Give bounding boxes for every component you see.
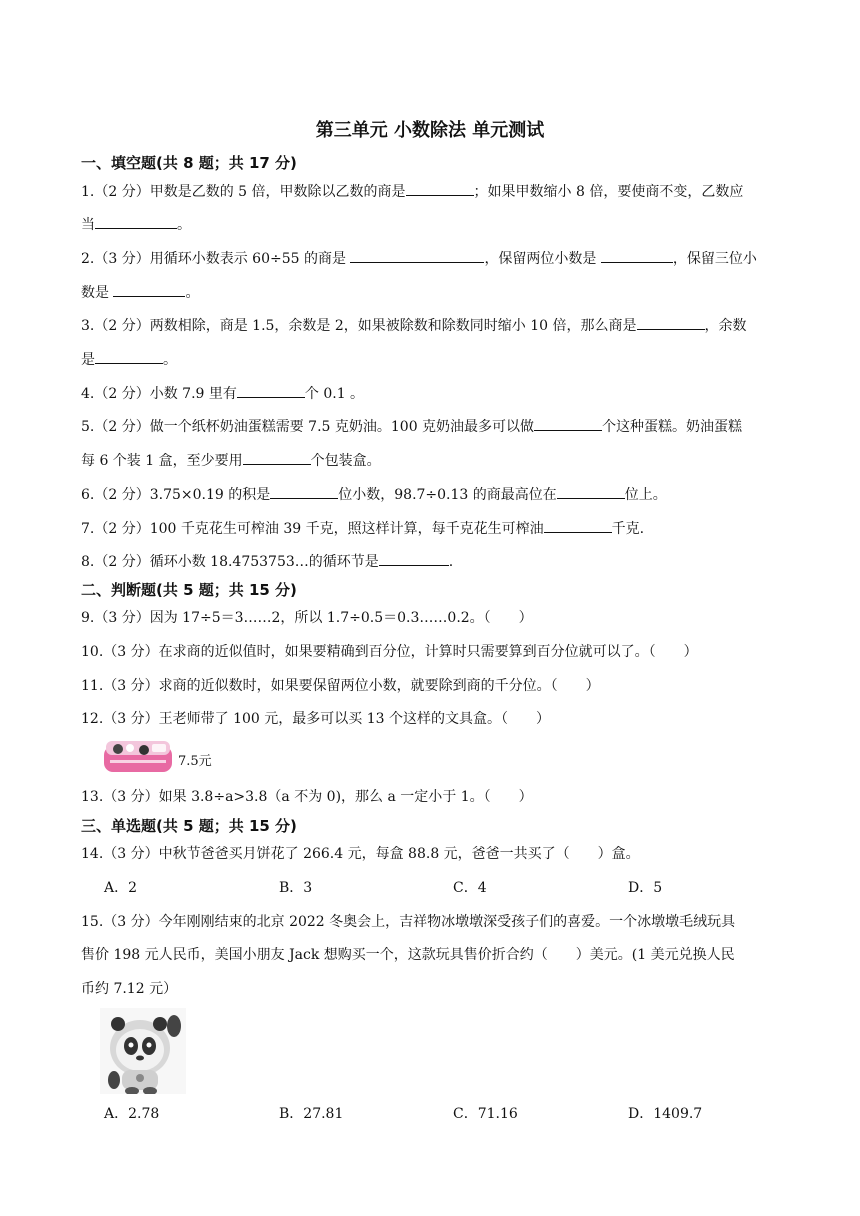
option-b[interactable]: B．3 (279, 880, 313, 896)
option-d[interactable]: D．5 (628, 880, 663, 896)
question-12: 12.（3 分）王老师带了 100 元，最多可以买 13 个这样的文具盒。（ ） (81, 711, 550, 727)
question-10: 10.（3 分）在求商的近似值时，如果要精确到百分位，计算时只需要算到百分位就可以了。（ ） (81, 644, 698, 660)
question-14: 14.（3 分）中秋节爸爸买月饼花了 266.4 元，每盒 88.8 元，爸爸一共买了（ ）盒。 (81, 846, 640, 862)
option-b[interactable]: B．27.81 (279, 1106, 344, 1122)
option-c[interactable]: C．71.16 (453, 1106, 518, 1122)
question-8: 8.（2 分）循环小数 18.4753753…的循环节是 . (81, 551, 453, 572)
question-15-line-1: 15.（3 分）今年刚刚结束的北京 2022 冬奥会上，吉祥物冰墩墩深受孩子们的喜爱。一个冰墩墩毛绒玩具 (81, 914, 736, 930)
question-11: 11.（3 分）求商的近似数时，如果要保留两位小数，就要除到商的千分位。（ ） (81, 678, 600, 694)
answer-blank[interactable] (113, 282, 185, 297)
answer-blank[interactable] (95, 214, 177, 229)
question-15-line-3: 币约 7.12 元） (81, 981, 178, 997)
answer-blank[interactable] (270, 484, 338, 499)
answer-blank[interactable] (379, 551, 449, 566)
question-7: 7.（2 分）100 千克花生可榨油 39 千克，照这样计算，每千克花生可榨油 千克. (81, 518, 644, 539)
option-a[interactable]: A．2 (104, 880, 138, 896)
option-c[interactable]: C．4 (453, 880, 487, 896)
option-a[interactable]: A．2.78 (104, 1106, 160, 1122)
question-4: 4.（2 分）小数 7.9 里有 个 0.1 。 (81, 383, 364, 404)
pencil-case-price: 7.5元 (178, 754, 212, 769)
question-6: 6.（2 分）3.75×0.19 的积是 位小数，98.7÷0.13 的商最高位在 位上。 (81, 484, 667, 505)
answer-blank[interactable] (637, 315, 705, 330)
question-2-line-1: 2.（3 分）用循环小数表示 60÷55 的商是 ，保留两位小数是 ，保留三位小 (81, 248, 757, 269)
pencil-case-image (102, 738, 174, 776)
question-2-line-2: 数是 。 (81, 282, 199, 303)
question-5-line-1: 5.（2 分）做一个纸杯奶油蛋糕需要 7.5 克奶油。100 克奶油最多可以做 个这种蛋糕。奶油蛋糕 (81, 416, 742, 437)
question-1-line-2: 当 。 (81, 214, 191, 235)
answer-blank[interactable] (350, 248, 484, 263)
answer-blank[interactable] (534, 416, 602, 431)
question-9: 9.（3 分）因为 17÷5＝3……2，所以 1.7÷0.5＝0.3……0.2。（ ） (81, 610, 533, 626)
question-1-line-1: 1.（2 分）甲数是乙数的 5 倍，甲数除以乙数的商是 ；如果甲数缩小 8 倍，要使商不变，乙数应 (81, 181, 743, 202)
question-3-line-2: 是 。 (81, 349, 177, 370)
answer-blank[interactable] (544, 518, 612, 533)
mascot-image (100, 1008, 186, 1094)
answer-blank[interactable] (243, 450, 311, 465)
section-fill-in: 一、填空题(共 8 题；共 17 分) (81, 154, 297, 172)
question-5-line-2: 每 6 个装 1 盒，至少要用 个包装盒。 (81, 450, 381, 471)
page-title: 第三单元 小数除法 单元测试 (315, 120, 545, 141)
option-d[interactable]: D．1409.7 (628, 1106, 703, 1122)
question-15-line-2: 售价 198 元人民币，美国小朋友 Jack 想购买一个，这款玩具售价折合约（ ）美元。(1 美元兑换人民 (81, 947, 735, 963)
answer-blank[interactable] (95, 349, 163, 364)
answer-blank[interactable] (237, 383, 305, 398)
question-13: 13.（3 分）如果 3.8÷a>3.8（a 不为 0)，那么 a 一定小于 1。（ ） (81, 789, 533, 805)
section-multiple-choice: 三、单选题(共 5 题；共 15 分) (81, 817, 297, 835)
section-true-false: 二、判断题(共 5 题；共 15 分) (81, 581, 297, 599)
question-3-line-1: 3.（2 分）两数相除，商是 1.5，余数是 2，如果被除数和除数同时缩小 10 倍，那么商是 ，余数 (81, 315, 747, 336)
answer-blank[interactable] (601, 248, 673, 263)
answer-blank[interactable] (557, 484, 625, 499)
answer-blank[interactable] (406, 181, 474, 196)
